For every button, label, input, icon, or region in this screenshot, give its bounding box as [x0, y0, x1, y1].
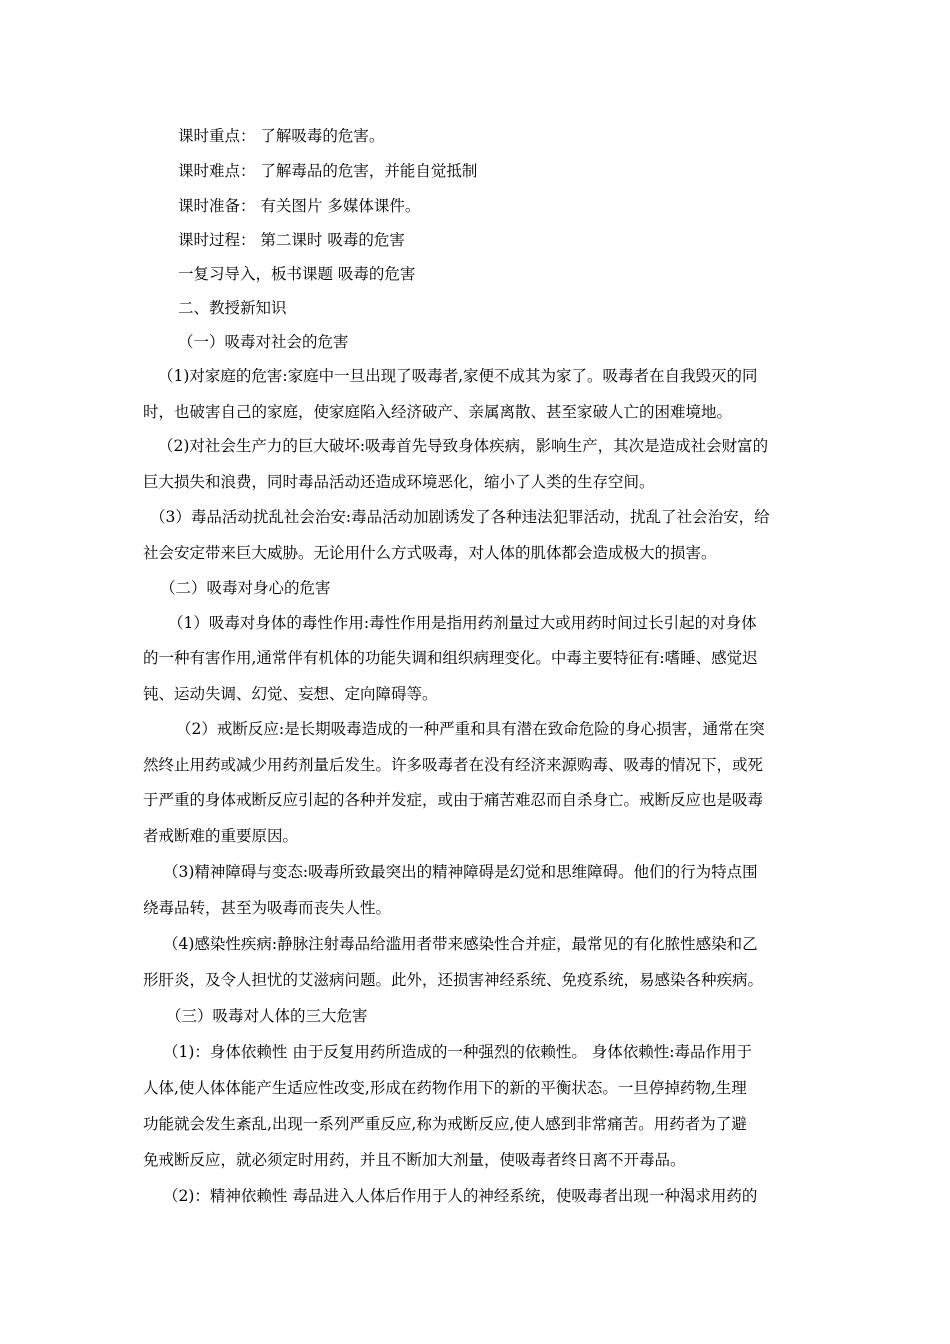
paragraph-line: 人体,使人体体能产生适应性改变,形成在药物作用下的新的平衡状态。一旦停掉药物,生理	[143, 1079, 747, 1097]
paragraph-line: （4)感染性疾病:静脉注射毒品给滥用者带来感染性合并症，最常见的有化脓性感染和乙	[163, 935, 758, 953]
paragraph-line: （3)精神障碍与变态:吸毒所致最突出的精神障碍是幻觉和思维障碍。他们的行为特点围	[163, 863, 758, 881]
paragraph-line: 形肝炎，及令人担忧的艾滋病问题。此外，还损害神经系统、免疫系统，易感染各种疾病。	[143, 971, 764, 989]
paragraph-line: （2）戒断反应:是长期吸毒造成的一种严重和具有潜在致命危险的身心损害，通常在突	[176, 720, 765, 738]
subsection-heading: （一）吸毒对社会的危害	[178, 333, 349, 351]
section-heading: 二、教授新知识	[178, 299, 287, 317]
paragraph-line: 的一种有害作用,通常伴有机体的功能失调和组织病理变化。中毒主要特征有:嗜睡、感觉迟	[143, 649, 758, 667]
paragraph-line: （2)对社会生产力的巨大破坏:吸毒首先导致身体疾病，影响生产，其次是造成社会财富的	[158, 437, 769, 455]
paragraph-line: 巨大损失和浪费，同时毒品活动还造成环境恶化，缩小了人类的生存空间。	[143, 473, 655, 491]
paragraph-line: 绕毒品转，甚至为吸毒而丧失人性。	[143, 899, 392, 917]
text-line: 课时难点： 了解毒品的危害，并能自觉抵制	[178, 162, 478, 180]
paragraph-line: 者戒断难的重要原因。	[143, 827, 299, 845]
paragraph-line: 免戒断反应，就必须定时用药，并且不断加大剂量，使吸毒者终日离不开毒品。	[143, 1151, 686, 1169]
paragraph-line: （2)：精神依赖性 毒品进入人体后作用于人的神经系统，使吸毒者出现一种渴求用药的	[163, 1187, 758, 1205]
paragraph-line: （3）毒品活动扰乱社会治安:毒品活动加剧诱发了各种违法犯罪活动，扰乱了社会治安，给	[150, 508, 770, 526]
subsection-heading: （二）吸毒对身心的危害	[160, 579, 331, 597]
paragraph-line: 于严重的身体戒断反应引起的各种并发症，或由于痛苦难忍而自杀身亡。戒断反应也是吸毒	[143, 791, 764, 809]
paragraph-line: 功能就会发生紊乱,出现一系列严重反应,称为戒断反应,使人感到非常痛苦。用药者为了避	[143, 1115, 747, 1133]
paragraph-line: 社会安定带来巨大威胁。无论用什么方式吸毒，对人体的肌体都会造成极大的损害。	[143, 544, 717, 562]
text-line: 一复习导入，板书课题 吸毒的危害	[178, 265, 416, 283]
paragraph-line: 钝、运动失调、幻觉、妄想、定向障碍等。	[143, 685, 438, 703]
paragraph-line: 然终止用药或减少用药剂量后发生。许多吸毒者在没有经济来源购毒、吸毒的情况下，或死	[143, 756, 764, 774]
subsection-heading: （三）吸毒对人体的三大危害	[166, 1007, 368, 1025]
paragraph-line: （1)对家庭的危害:家庭中一旦出现了吸毒者,家便不成其为家了。吸毒者在自我毁灭的同	[158, 367, 758, 385]
paragraph-line: （1)：身体依赖性 由于反复用药所造成的一种强烈的依赖性。 身体依赖性:毒品作用于	[163, 1043, 752, 1061]
text-line: 课时过程： 第二课时 吸毒的危害	[178, 231, 405, 249]
text-line: 课时重点： 了解吸毒的危害。	[178, 127, 385, 145]
paragraph-line: （1）吸毒对身体的毒性作用:毒性作用是指用药剂量过大或用药时间过长引起的对身体	[168, 614, 757, 632]
text-line: 课时准备： 有关图片 多媒体课件。	[178, 197, 421, 215]
paragraph-line: 时，也破害自己的家庭，使家庭陷入经济破产、亲属离散、甚至家破人亡的困难境地。	[143, 403, 733, 421]
